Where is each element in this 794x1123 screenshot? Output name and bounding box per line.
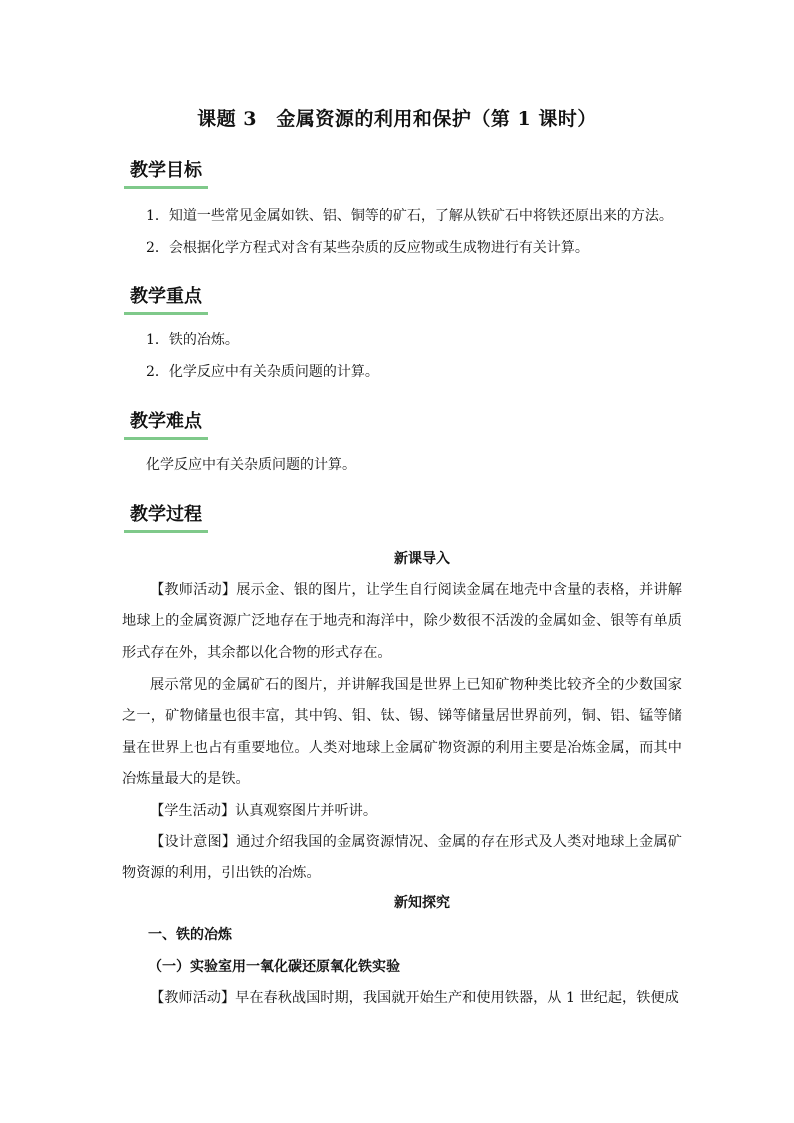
subsection-co-reduction-experiment: （一）实验室用一氧化碳还原氧化铁实验: [148, 959, 400, 975]
page-title: 课题 3 金属资源的利用和保护（第 1 课时）: [197, 108, 597, 130]
objective-item-2: 2．会根据化学方程式对含有某些杂质的反应物或生成物进行有关计算。: [146, 240, 589, 256]
intro-paragraph-4: 【设计意图】通过介绍我国的金属资源情况、金属的存在形式及人类对地球上金属矿物资源的利用，引出铁的冶炼。: [122, 834, 682, 882]
section-heading-objectives: 教学目标: [124, 160, 208, 189]
intro-paragraph-1: 【教师活动】展示金、银的图片，让学生自行阅读金属在地壳中含量的表格，并讲解地球上的金属资源广泛地存在于地壳和海洋中，除少数很不活泼的金属如金、银等有单质形式存在外，其余都以化合物的形式存在。: [122, 582, 682, 661]
intro-title: 新课导入: [394, 551, 450, 567]
section-heading-key-points: 教学重点: [124, 286, 208, 315]
subsection-iron-smelting: 一、铁的冶炼: [148, 927, 232, 943]
difficulty-item-1: 化学反应中有关杂质问题的计算。: [146, 457, 356, 473]
section-heading-process: 教学过程: [124, 504, 208, 533]
objective-item-1: 1．知道一些常见金属如铁、铝、铜等的矿石，了解从铁矿石中将铁还原出来的方法。: [146, 208, 673, 224]
section-heading-difficulties: 教学难点: [124, 411, 208, 440]
explore-title: 新知探究: [394, 895, 450, 911]
key-point-item-2: 2．化学反应中有关杂质问题的计算。: [146, 364, 379, 380]
intro-paragraph-2: 展示常见的金属矿石的图片，并讲解我国是世界上已知矿物种类比较齐全的少数国家之一，矿物储量也很丰富，其中钨、钼、钛、锡、锑等储量居世界前列，铜、铝、锰等储量在世界上也占有重要地位。人类对地球上金属矿物资源的利用主要是冶炼金属，而其中冶炼量最大的是铁。: [122, 677, 682, 788]
last-paragraph: 【教师活动】早在春秋战国时期，我国就开始生产和使用铁器，从 1 世纪起，铁便成: [150, 990, 679, 1006]
key-point-item-1: 1．铁的冶炼。: [146, 332, 239, 348]
intro-paragraph-3: 【学生活动】认真观察图片并听讲。: [150, 803, 378, 819]
